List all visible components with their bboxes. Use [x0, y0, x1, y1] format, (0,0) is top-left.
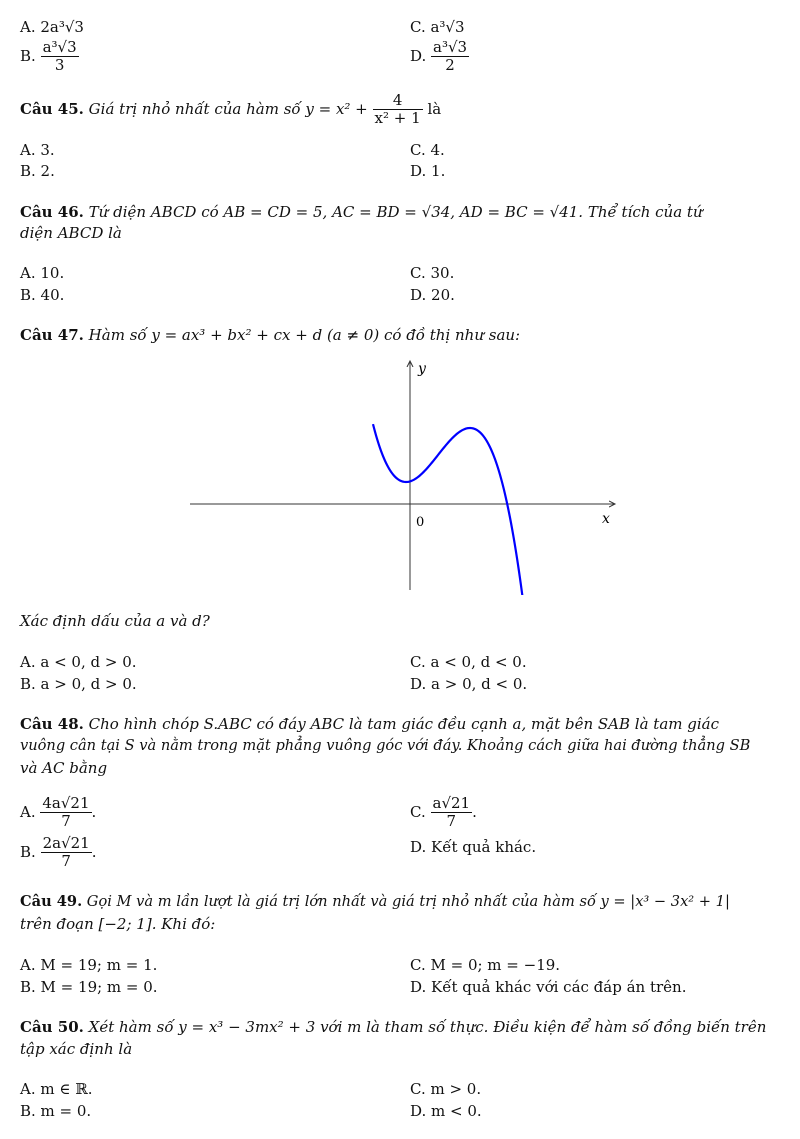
- y-axis-label: y: [418, 361, 426, 377]
- q48-label: Câu 48.: [20, 715, 84, 733]
- q49-option-b: B. M = 19; m = 0.: [20, 978, 158, 996]
- q48-option-a-label: A.: [20, 802, 36, 821]
- q49-option-c: C. M = 0; m = −19.: [410, 956, 561, 974]
- q46-option-c: C. 30.: [410, 264, 455, 282]
- q47-stem: [20, 328, 520, 343]
- q48-option-b-label: B.: [20, 842, 36, 861]
- q45-option-b: B. 2.: [20, 162, 55, 180]
- q46-stem-line2: diện ABCD là: [20, 224, 122, 242]
- q45-fraction-numerator: 4: [373, 92, 423, 110]
- q48-option-c-denominator: 7: [446, 812, 457, 831]
- q48-option-c-numerator: a√21: [432, 794, 471, 812]
- q50-stem-line1: [20, 1020, 766, 1035]
- q47-prompt: Xác định dấu của a và d?: [20, 612, 210, 630]
- q47-option-a: A. a < 0, d > 0.: [20, 653, 137, 671]
- q44-option-b-numerator: a³√3: [42, 38, 77, 56]
- q47-option-c: C. a < 0, d < 0.: [410, 653, 527, 671]
- q48-option-d: D. Kết quả khác.: [410, 838, 537, 856]
- q49-label: Câu 49.: [20, 893, 83, 910]
- q48-option-c-label: C.: [410, 802, 426, 821]
- q48-stem-line1: [20, 717, 719, 732]
- q48-stem-line2: vuông cân tại S và nằm trong mặt phẳng vuông góc với đáy. Khoảng cách giữa hai đường thẳng SB: [20, 737, 751, 754]
- q46-option-b: B. 40.: [20, 286, 65, 304]
- q50-option-b: B. m = 0.: [20, 1102, 92, 1120]
- q48-option-b: B. $\frac{2a√21}{7}$ .: [20, 834, 97, 871]
- q44-option-d: [410, 39, 469, 75]
- q48-option-a-fraction: [40, 795, 91, 831]
- q44-option-b-label: B.: [20, 46, 36, 65]
- q50-stem-line2: tập xác định là: [20, 1040, 133, 1058]
- q45-fraction-denominator: x² + 1: [374, 109, 421, 128]
- q50-text: Xét hàm số y = x³ − 3mx² + 3 với m là tham số thực. Điều kiện để hàm số đồng biến trên: [88, 1018, 767, 1036]
- q50-label: Câu 50.: [20, 1018, 84, 1036]
- q46-option-a: A. 10.: [20, 264, 65, 282]
- q48-option-b-fraction: [41, 835, 92, 871]
- q49-stem-line1: [20, 895, 730, 910]
- q48-option-c: C. $\frac{a√21}{7}$ .: [410, 794, 477, 831]
- q48-option-a-denominator: 7: [61, 812, 71, 831]
- q50-option-c: C. m > 0.: [410, 1080, 482, 1098]
- q47-option-b: B. a > 0, d > 0.: [20, 675, 137, 693]
- q49-stem-line2: trên đoạn [−2; 1]. Khi đó:: [20, 915, 216, 933]
- q50-option-a: A. m ∈ ℝ.: [20, 1080, 93, 1098]
- q46-stem-line1: [20, 205, 703, 220]
- q45-text: Giá trị nhỏ nhất của hàm số y = x² +: [88, 99, 368, 118]
- x-axis-label: x: [602, 511, 610, 527]
- q48-option-c-fraction: [431, 795, 473, 831]
- q46-text: Tứ diện ABCD có AB = CD = 5, AC = BD = √34, AD = BC = √41. Thể tích của tứ: [88, 203, 703, 221]
- q48-option-a-numerator: 4a√21: [42, 794, 90, 812]
- q45-option-c: C. 4.: [410, 141, 445, 159]
- q44-option-d-label: D.: [410, 46, 427, 65]
- q50-option-d: D. m < 0.: [410, 1102, 482, 1120]
- q45-fraction: [373, 92, 423, 128]
- origin-label: 0: [416, 515, 425, 530]
- q44-option-a: A. 2a³√3: [20, 18, 84, 36]
- q44-option-d-numerator: a³√3: [433, 38, 468, 56]
- q44-option-d-fraction: [431, 39, 469, 75]
- q47-graph: [185, 355, 625, 595]
- q48-option-a: A. $\frac{4a√21}{7}$ .: [20, 794, 97, 831]
- q48-option-b-denominator: 7: [61, 852, 71, 871]
- q44-option-b: [20, 39, 79, 75]
- q44-option-d-denominator: 2: [445, 56, 455, 75]
- q45-option-d: D. 1.: [410, 162, 446, 180]
- q44-option-b-denominator: 3: [54, 56, 65, 75]
- q44-option-b-fraction: [41, 39, 79, 75]
- q49-option-d: D. Kết quả khác với các đáp án trên.: [410, 978, 687, 996]
- q47-label: Câu 47.: [20, 326, 84, 344]
- q45-label: Câu 45.: [20, 99, 84, 118]
- q47-option-d: D. a > 0, d < 0.: [410, 675, 528, 693]
- q49-option-a: A. M = 19; m = 1.: [20, 956, 158, 974]
- q47-text: Hàm số y = ax³ + bx² + cx + d (a ≠ 0) có đồ thị như sau:: [88, 326, 521, 344]
- q49-text: Gọi M và m lần lượt là giá trị lớn nhất và giá trị nhỏ nhất của hàm số y = |x³ − 3x² + 1|: [86, 893, 730, 910]
- cubic-curve: [373, 424, 523, 595]
- q48-option-b-numerator: 2a√21: [42, 834, 90, 852]
- q46-label: Câu 46.: [20, 203, 84, 221]
- q44-option-c: C. a³√3: [410, 18, 465, 36]
- q48-text: Cho hình chóp S.ABC có đáy ABC là tam giác đều cạnh a, mặt bên SAB là tam giác: [88, 715, 720, 733]
- q45-text-end: là: [427, 99, 442, 118]
- q45-stem: [20, 92, 441, 128]
- q48-stem-line3: và AC bằng: [20, 759, 108, 777]
- q45-option-a: A. 3.: [20, 141, 55, 159]
- q46-option-d: D. 20.: [410, 286, 455, 304]
